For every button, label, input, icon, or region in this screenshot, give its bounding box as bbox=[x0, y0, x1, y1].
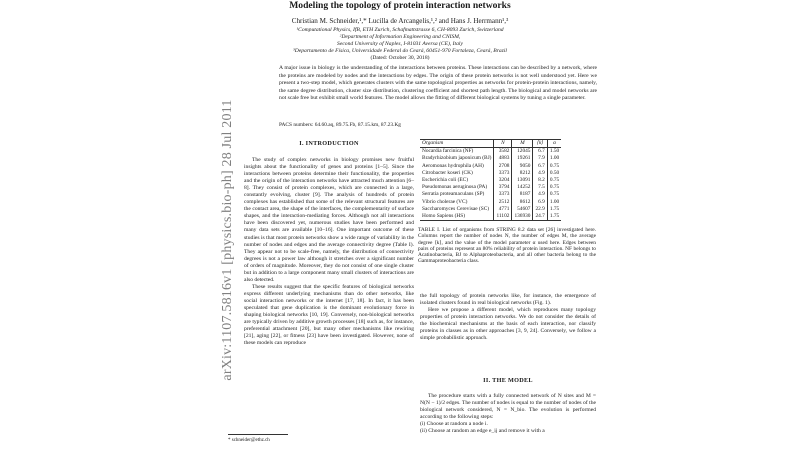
n-cell: 2708 bbox=[494, 163, 512, 170]
avg-degree-cell: 22.9 bbox=[533, 206, 547, 213]
avg-degree-cell: 6.7 bbox=[533, 163, 547, 170]
organism-cell: Saccharomyces Cerevisae (SC) bbox=[422, 205, 490, 212]
affiliation-1: ¹Computational Physics, IfB, ETH Zurich, Schafmattstrasse 6, CH-8093 Zurich, Switzerland bbox=[296, 27, 504, 33]
arxiv-id: arXiv:1107.5816v1 [physics.bio-ph] 28 Jul 2011 bbox=[220, 99, 235, 381]
table-caption: TABLE I. List of organisms from STRING 8.2 data set [26] investigated here. Columns report the number of nodes N, the number of edges M, the average degree ⟨k⟩, and the value of the model parameter α used here. Edges between pairs of proteins represent an 80% reliability of protein interaction. NF belongs to Acatinobacteria, BJ to Alphaproteobacteria, and all other bacteria belong to the Gammaproteobacteria class. bbox=[418, 227, 596, 265]
alpha-cell: 1.00 bbox=[547, 155, 561, 162]
footnote-email: * schneider@ethz.ch bbox=[228, 438, 270, 443]
avg-degree-cell: 7.5 bbox=[533, 184, 547, 191]
alpha-cell: 1.00 bbox=[547, 199, 561, 206]
m-cell: 13091 bbox=[512, 177, 533, 184]
alpha-cell: 0.50 bbox=[547, 170, 561, 177]
table-row bbox=[420, 199, 561, 206]
organisms-table bbox=[420, 139, 561, 221]
m-cell: 9050 bbox=[512, 163, 533, 170]
intro-paragraph-1: The study of complex networks in biology promises new fruitful insights about the functionality of genes and proteins [1–5]. Since the interactions between proteins determine their functionality, the properties and the origin of the interaction networks have attracted much attention [6–8]. They consist of protein complexes, which are connected in a large, constantly evolving, cluster [9]. The analysis of hundreds of protein complexes has established that some of the relevant structural features are the contact area, the shape of the interfaces, the complementarity of surface shapes, and the interaction-mediating forces. Although not all interactions have been discovered yet, numerous studies have been performed and many data sets are available [10–16]. One important outcome of these studies is that most protein networks show a wide range of variability in the number of nodes and edges and the average connectivity degree (Table I). They appear not to be scale-free, namely, the distribution of connectivity degrees is not a power law although it stretches over a significant number of orders of magnitude. Moreover, they do not consist of one single cluster but in addition to a large component many small clusters of interactions are also detected. bbox=[244, 157, 414, 283]
section-heading-model: II. THE MODEL bbox=[483, 377, 533, 384]
footnote-rule bbox=[228, 434, 288, 435]
table-row bbox=[420, 191, 561, 198]
table-row bbox=[420, 170, 561, 177]
author-list: Christian M. Schneider,¹,* Lucilla de Arcangelis,¹,² and Hans J. Herrmann¹,³ bbox=[291, 17, 509, 25]
avg-degree-cell: 6.9 bbox=[533, 199, 547, 206]
alpha-cell: 1.50 bbox=[547, 148, 561, 156]
dated-line: (Dated: October 30, 2018) bbox=[370, 55, 430, 61]
step-2: (ii) Choose at random an edge e_ij and remove it with a bbox=[420, 428, 545, 435]
alpha-cell: 0.75 bbox=[547, 163, 561, 170]
table-header-row bbox=[420, 140, 561, 148]
n-cell: 3794 bbox=[494, 184, 512, 191]
avg-degree-cell: 8.2 bbox=[533, 177, 547, 184]
abstract: A major issue in biology is the understanding of the interactions between proteins. These interactions can be described by a network, where the proteins are modeled by nodes and the interactions by edges. The origin of these protein networks is not well understood yet. Here we present a two-step model, which generates clusters with the same topological properties as networks for protein-protein interactions, namely, the same degree distribution, cluster size distribution, clustering coefficient and shortest path length. The biological and model networks are not scale free but exhibit small world features. The model allows the fitting of different biological systems by tuning a single parameter. bbox=[279, 65, 597, 102]
col-organism: Organism bbox=[420, 140, 494, 148]
affiliation-3: ³Departamento de Física, Universidade Federal do Ceará, 60451-970 Fortaleza, Ceará, Brazil bbox=[293, 48, 507, 54]
paper-title: Modeling the topology of protein interaction networks bbox=[289, 0, 511, 11]
avg-degree-cell: 6.7 bbox=[533, 148, 547, 156]
n-cell: 3582 bbox=[494, 148, 512, 156]
organism-cell: Nocardia farcinica (NF) bbox=[422, 148, 474, 155]
alpha-cell: 0.75 bbox=[547, 177, 561, 184]
avg-degree-cell: 4.9 bbox=[533, 191, 547, 198]
m-cell: 54607 bbox=[512, 206, 533, 213]
right-paragraph-1: the full topology of protein networks like, for instance, the emergence of isolated clusters found in real biological networks (Fig. 1). bbox=[420, 293, 596, 307]
n-cell: 4771 bbox=[494, 206, 512, 213]
organism-cell: Vibrio cholerae (VC) bbox=[422, 198, 468, 205]
m-cell: 14252 bbox=[512, 184, 533, 191]
avg-degree-cell: 7.9 bbox=[533, 155, 547, 162]
organism-cell: Pseudomonas aeruginosa (PA) bbox=[422, 184, 488, 191]
n-cell: 3373 bbox=[494, 170, 512, 177]
table-row bbox=[420, 163, 561, 170]
n-cell: 11102 bbox=[494, 213, 512, 221]
model-paragraph-1: The procedure starts with a fully connected network of N sites and M = N(N − 1)/2 edges. The number of nodes is equal to the number of nodes of the biological network considered, N = N_bio. The evolution is performed according to the following steps: bbox=[420, 393, 596, 421]
organism-cell: Homo Sapiens (HS) bbox=[420, 213, 494, 221]
col-n: N bbox=[494, 140, 512, 148]
organism-cell: Escherichia coli (EC) bbox=[422, 177, 468, 184]
n-cell: 2512 bbox=[494, 199, 512, 206]
table-row bbox=[420, 206, 561, 213]
table-row bbox=[420, 155, 561, 162]
affiliation-2b: Second University of Naples, I-81031 Aversa (CE), Italy bbox=[337, 41, 463, 47]
intro-paragraph-2: These results suggest that the specific features of biological networks express different underlying mechanisms than do other networks, like social interaction networks or the internet [17, 18]. In fact, it has been speculated that gene duplication is the dominant evolutionary force in shaping biological networks [10, 19]. Conversely, non-biological networks are typically driven by additive growth processes [18] such as, for instance, preferential attachment [20], but many other mechanisms like rewiring [21], aging [22], or fitness [23] have been investigated. However, none of these models can reproduce bbox=[244, 283, 414, 347]
step-1: (i) Choose at random a node i. bbox=[420, 421, 488, 428]
n-cell: 3204 bbox=[494, 177, 512, 184]
col-m: M bbox=[512, 140, 533, 148]
alpha-cell: 0.75 bbox=[547, 184, 561, 191]
n-cell: 4883 bbox=[494, 155, 512, 162]
organism-cell: Aeromonas hydrophila (AH) bbox=[422, 162, 484, 169]
avg-degree-cell: 24.7 bbox=[533, 213, 547, 221]
organism-cell: Citrobacter koseri (CK) bbox=[422, 169, 473, 176]
m-cell: 8212 bbox=[512, 170, 533, 177]
model-steps bbox=[420, 421, 596, 435]
right-column-body bbox=[420, 293, 596, 342]
alpha-cell: 1.75 bbox=[547, 206, 561, 213]
section-heading-introduction: I. INTRODUCTION bbox=[299, 140, 359, 147]
right-paragraph-2: Here we propose a different model, which reproduces many topology properties of protein interaction networks. We do not consider the details of the biochemical mechanisms at the basis of each interaction, nor classify proteins in classes as in other approaches [3, 9, 24]. Conversely, we follow a simple probabilistic approach. bbox=[420, 307, 596, 342]
col-avg-degree: ⟨k⟩ bbox=[533, 140, 547, 148]
m-cell: 19261 bbox=[512, 155, 533, 162]
organism-cell: Bradyrhizobium japonicum (BJ) bbox=[422, 155, 492, 162]
m-cell: 8612 bbox=[512, 199, 533, 206]
m-cell: 12045 bbox=[512, 148, 533, 156]
model-body bbox=[420, 393, 596, 435]
n-cell: 3373 bbox=[494, 191, 512, 198]
alpha-cell: 0.75 bbox=[547, 191, 561, 198]
organism-cell: Serratia proteamaculans (SP) bbox=[422, 191, 485, 198]
intro-body bbox=[244, 157, 414, 347]
affiliation-2: ²Department of Information Engineering and CNISM, bbox=[339, 34, 461, 40]
col-alpha: α bbox=[547, 140, 561, 148]
table-row bbox=[420, 213, 561, 221]
alpha-cell: 1.75 bbox=[547, 213, 561, 221]
pacs-numbers: PACS numbers: 64.60.aq, 89.75.Fb, 87.15.km, 87.23.Kg bbox=[279, 122, 401, 128]
m-cell: 136930 bbox=[512, 213, 533, 221]
avg-degree-cell: 4.9 bbox=[533, 170, 547, 177]
m-cell: 8187 bbox=[512, 191, 533, 198]
